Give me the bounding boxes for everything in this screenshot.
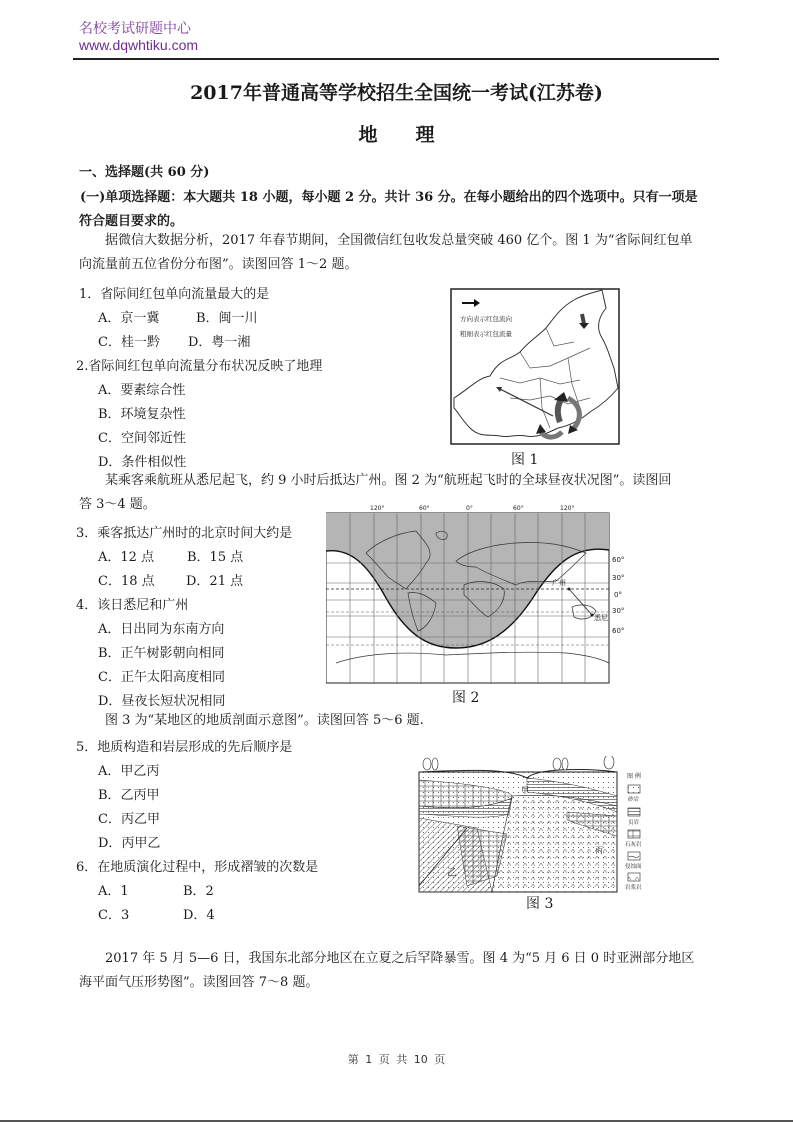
question-5-stem: 5．地质构造和岩层形成的先后顺序是 bbox=[76, 740, 293, 755]
header-divider bbox=[73, 58, 719, 60]
lat-label-0: 0° bbox=[614, 591, 622, 599]
question-5-option-a[interactable]: A．甲乙丙 bbox=[98, 764, 160, 779]
site-url[interactable]: www.dqwhtiku.com bbox=[79, 37, 199, 53]
passage-2-line1: 某乘客乘航班从悉尼起飞，约 9 小时后抵达广州。图 2 为“航班起飞时的全球昼夜状况图”。读图回 bbox=[105, 473, 672, 488]
passage-2-line2: 答 3～4 题。 bbox=[79, 497, 156, 512]
page-number: 第 1 页 共 10 页 bbox=[347, 1053, 446, 1066]
lon-label-60e: 60° bbox=[513, 505, 524, 512]
legend-igneous: 岩浆岩 bbox=[625, 885, 642, 891]
question-3-option-c[interactable]: C．18 点 bbox=[98, 574, 155, 589]
label-jia: 甲 bbox=[521, 786, 529, 795]
passage-4-line2: 海平面气压形势图”。读图回答 7～8 题。 bbox=[79, 975, 319, 990]
question-1-option-a[interactable]: A．京一冀 bbox=[98, 311, 160, 326]
passage-3: 图 3 为“某地区的地质剖面示意图”。读图回答 5～6 题. bbox=[105, 713, 424, 728]
question-6-option-d[interactable]: D．4 bbox=[183, 908, 215, 923]
question-6-option-b[interactable]: B．2 bbox=[183, 884, 214, 899]
question-2-option-a[interactable]: A．要素综合性 bbox=[98, 383, 186, 398]
question-2-option-b[interactable]: B．环境复杂性 bbox=[98, 407, 186, 422]
legend-limestone-icon bbox=[628, 830, 640, 838]
lat-label-30n: 30° bbox=[612, 574, 625, 582]
figure-3-caption: 图 3 bbox=[526, 896, 554, 912]
legend-shale: 页岩 bbox=[628, 820, 640, 826]
lon-label-120w: 120° bbox=[370, 505, 385, 512]
city-label-sydney: 悉尼 bbox=[594, 614, 608, 622]
legend-limestone: 石灰岩 bbox=[625, 842, 642, 848]
question-1-option-b[interactable]: B．闽一川 bbox=[196, 311, 258, 326]
figure-3-diagram bbox=[417, 756, 667, 894]
question-6-option-a[interactable]: A．1 bbox=[98, 884, 129, 899]
question-6-option-c[interactable]: C．3 bbox=[98, 908, 130, 923]
legend-title: 图 例 bbox=[627, 773, 641, 780]
legend-erosion-icon bbox=[628, 852, 640, 860]
lon-label-120e: 120° bbox=[560, 505, 575, 512]
question-2-option-d[interactable]: D．条件相似性 bbox=[98, 455, 187, 470]
question-1-option-c[interactable]: C．桂一黔 bbox=[98, 335, 160, 350]
question-3-option-d[interactable]: D．21 点 bbox=[186, 574, 244, 589]
lat-label-60s: 60° bbox=[612, 627, 625, 635]
question-4-option-a[interactable]: A．日出同为东南方向 bbox=[98, 622, 225, 637]
question-3-stem: 3．乘客抵达广州时的北京时间大约是 bbox=[76, 526, 293, 541]
question-3-option-a[interactable]: A．12 点 bbox=[98, 550, 155, 565]
magma-intrusion bbox=[492, 795, 617, 892]
question-3-option-b[interactable]: B．15 点 bbox=[187, 550, 244, 565]
guangzhou-marker bbox=[568, 588, 571, 591]
figure-1-legend-line1: 方向表示红包流向 bbox=[460, 315, 512, 323]
passage-4-line1: 2017 年 5 月 5—6 日，我国东北部分地区在立夏之后罕降暴雪。图 4 为“5 月 6 日 0 时亚洲部分地区 bbox=[105, 951, 695, 966]
question-4-stem: 4．该日悉尼和广州 bbox=[76, 598, 189, 613]
figure-1-legend-line2: 粗细表示红包流量 bbox=[460, 330, 512, 338]
lon-label-0: 0° bbox=[466, 505, 473, 512]
question-4-option-d[interactable]: D．昼夜长短状况相同 bbox=[98, 694, 226, 709]
figure-1-caption: 图 1 bbox=[511, 452, 539, 468]
lat-label-30s: 30° bbox=[612, 607, 625, 615]
question-1-option-d[interactable]: D．粤一湘 bbox=[188, 335, 251, 350]
question-2-stem: 2.省际间红包单向流量分布状况反映了地理 bbox=[76, 359, 323, 374]
section-instructions-line2: 符合题目要求的。 bbox=[79, 214, 184, 229]
label-bing: 丙 bbox=[595, 846, 603, 855]
tree-icon bbox=[423, 756, 614, 770]
figure-1-frame bbox=[451, 289, 619, 444]
question-2-option-c[interactable]: C．空间邻近性 bbox=[98, 431, 186, 446]
flow-arrow-bj-hb bbox=[582, 314, 584, 324]
section-instructions-line1: (一)单项选择题：本大题共 18 小题，每小题 2 分。共计 36 分。在每小题给出的四个选项中。只有一项是 bbox=[80, 190, 698, 205]
question-1-stem: 1．省际间红包单向流量最大的是 bbox=[79, 287, 270, 302]
label-yi: 乙 bbox=[447, 868, 457, 879]
figure-2-caption: 图 2 bbox=[452, 690, 480, 706]
legend-shale-icon bbox=[628, 808, 640, 816]
figure-2-map bbox=[326, 503, 616, 685]
question-6-stem: 6．在地质演化过程中，形成褶皱的次数是 bbox=[76, 860, 319, 875]
passage-1-line1: 据微信大数据分析，2017 年春节期间，全国微信红包收发总量突破 460 亿个。图 1 为“省际间红包单 bbox=[105, 233, 693, 248]
section-heading: 一、选择题(共 60 分) bbox=[79, 165, 210, 180]
site-name: 名校考试研题中心 bbox=[79, 21, 191, 37]
legend-erosion-surface: 侵蚀面 bbox=[625, 864, 642, 870]
question-5-option-d[interactable]: D．丙甲乙 bbox=[98, 836, 161, 851]
lon-label-60w: 60° bbox=[419, 505, 430, 512]
exam-title: 2017年普通高等学校招生全国统一考试(江苏卷) bbox=[190, 82, 603, 104]
city-label-guangzhou: 广州 bbox=[552, 579, 566, 587]
exam-subject: 地理 bbox=[358, 124, 473, 146]
question-4-option-b[interactable]: B．正午树影朝向相同 bbox=[98, 646, 225, 661]
question-5-option-b[interactable]: B．乙丙甲 bbox=[98, 788, 160, 803]
lat-label-60n: 60° bbox=[612, 556, 625, 564]
question-5-option-c[interactable]: C．丙乙甲 bbox=[98, 812, 160, 827]
question-4-option-c[interactable]: C．正午太阳高度相同 bbox=[98, 670, 225, 685]
legend-sandstone-icon bbox=[628, 785, 640, 793]
legend-igneous-icon bbox=[628, 873, 640, 881]
legend-sandstone: 砂岩 bbox=[628, 797, 640, 803]
figure-1-map bbox=[450, 288, 620, 453]
passage-1-line2: 向流量前五位省份分布图”。读图回答 1～2 题。 bbox=[79, 257, 358, 272]
